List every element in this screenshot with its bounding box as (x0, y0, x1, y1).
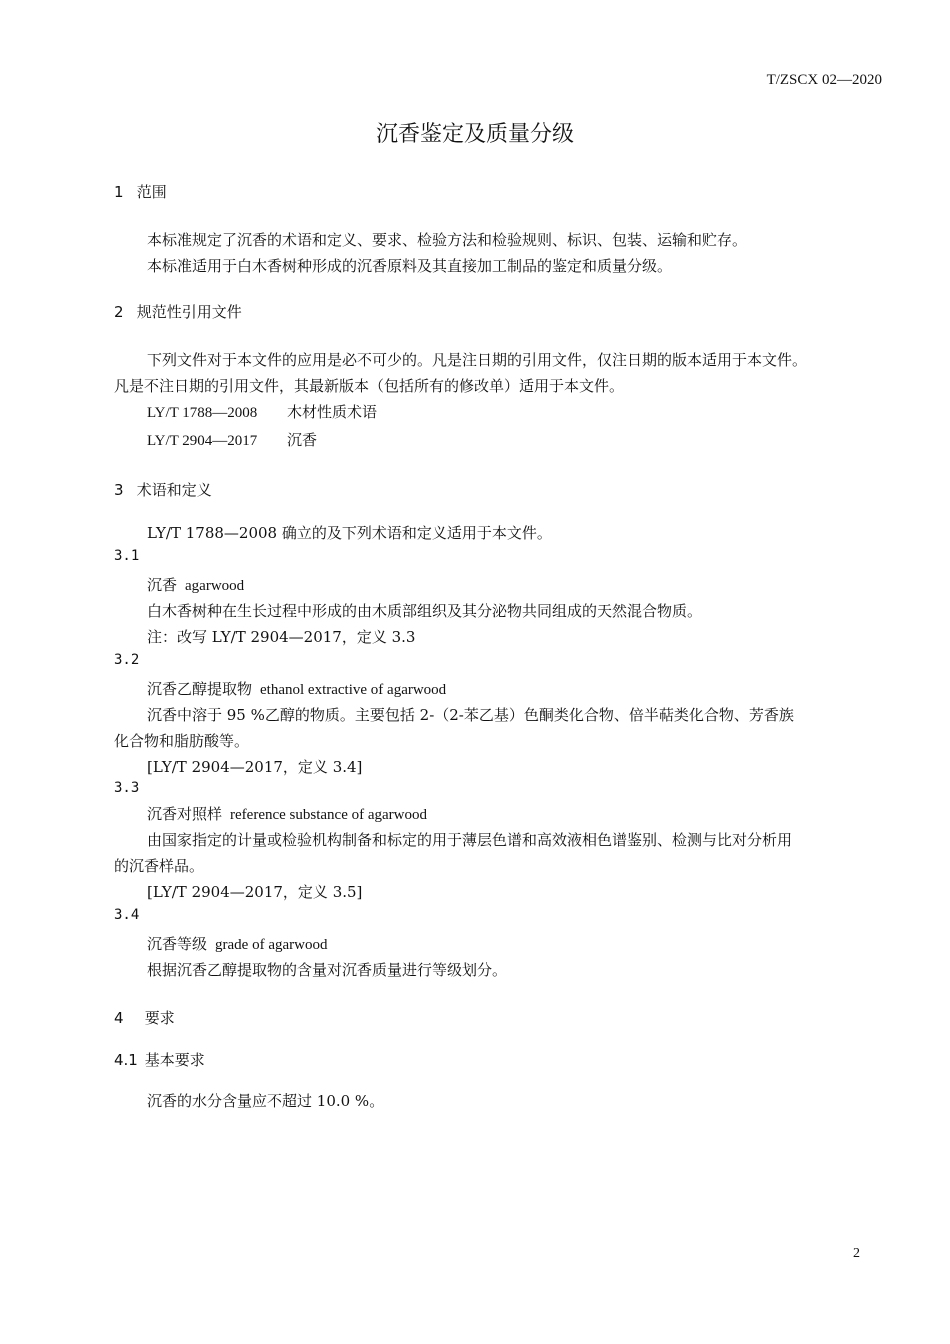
section-1-heading (114, 181, 167, 202)
paragraph-continuation: 凡是不注日期的引用文件，其最新版本（包括所有的修改单）适用于本文件。 (114, 377, 625, 395)
section-number: 1 (114, 183, 124, 201)
section-title: 范围 (136, 183, 167, 201)
document-title: 沉香鉴定及质量分级 (375, 122, 574, 147)
term-chinese: 沉香对照样 (147, 805, 223, 823)
section-number: 2 (114, 303, 124, 321)
page-number: 2 (853, 1246, 860, 1261)
reference-code: LY/T 1788—2008 (147, 405, 258, 421)
section-title: 要求 (144, 1009, 175, 1027)
term-heading (147, 803, 427, 824)
term-definition: 白木香树种在生长过程中形成的由木质部组织及其分泌物共同组成的天然混合物质。 (147, 602, 703, 620)
paragraph: LY/T 1788—2008 确立的及下列术语和定义适用于本文件。 (147, 524, 552, 542)
standard-code: T/ZSCX 02—2020 (766, 72, 882, 88)
clause-number: 3.1 (114, 548, 140, 564)
reference-name: 沉香 (287, 431, 318, 449)
term-definition: 由国家指定的计量或检验机构制备和标定的用于薄层色谱和高效液相色谱鉴别、检测与比对分析用 (147, 831, 793, 849)
term-note: 注：改写 LY/T 2904—2017，定义 3.3 (147, 628, 416, 646)
subsection-number: 4.1 (114, 1051, 138, 1069)
term-source: [LY/T 2904—2017，定义 3.4] (147, 758, 363, 776)
term-english: reference substance of agarwood (230, 807, 427, 823)
subsection-title: 基本要求 (144, 1051, 205, 1069)
reference-name: 木材性质术语 (287, 403, 378, 421)
section-2-heading (114, 301, 242, 322)
paragraph: 沉香的水分含量应不超过 10.0 %。 (147, 1092, 385, 1110)
term-definition-continuation: 化合物和脂肪酸等。 (114, 732, 250, 750)
term-heading (147, 933, 327, 954)
term-english: grade of agarwood (215, 937, 328, 953)
term-source: [LY/T 2904—2017，定义 3.5] (147, 883, 363, 901)
term-definition-continuation: 的沉香样品。 (114, 857, 205, 875)
section-4-heading (114, 1007, 175, 1028)
subsection-4-1-heading (114, 1049, 205, 1070)
paragraph: 下列文件对于本文件的应用是必不可少的。凡是注日期的引用文件，仅注日期的版本适用于本文件。 (147, 351, 808, 369)
clause-number: 3.3 (114, 780, 140, 796)
term-chinese: 沉香 (147, 576, 178, 594)
term-chinese: 沉香乙醇提取物 (147, 680, 253, 698)
term-definition: 根据沉香乙醇提取物的含量对沉香质量进行等级划分。 (147, 961, 508, 979)
term-heading (147, 678, 446, 699)
term-heading (147, 574, 244, 595)
section-number: 3 (114, 481, 124, 499)
term-english: agarwood (185, 578, 245, 594)
term-english: ethanol extractive of agarwood (260, 682, 447, 698)
clause-number: 3.2 (114, 652, 140, 668)
reference-item (147, 429, 317, 450)
section-title: 规范性引用文件 (136, 303, 242, 321)
section-title: 术语和定义 (136, 481, 212, 499)
paragraph: 本标准适用于白木香树种形成的沉香原料及其直接加工制品的鉴定和质量分级。 (147, 257, 673, 275)
section-number: 4 (114, 1009, 124, 1027)
term-chinese: 沉香等级 (147, 935, 208, 953)
paragraph: 本标准规定了沉香的术语和定义、要求、检验方法和检验规则、标识、包装、运输和贮存。 (147, 231, 748, 249)
term-definition: 沉香中溶于 95 %乙醇的物质。主要包括 2-（2-苯乙基）色酮类化合物、倍半萜类化合物、芳香族 (147, 706, 794, 724)
clause-number: 3.4 (114, 907, 140, 923)
reference-item (147, 401, 377, 422)
section-3-heading (114, 479, 212, 500)
reference-code: LY/T 2904—2017 (147, 433, 258, 449)
